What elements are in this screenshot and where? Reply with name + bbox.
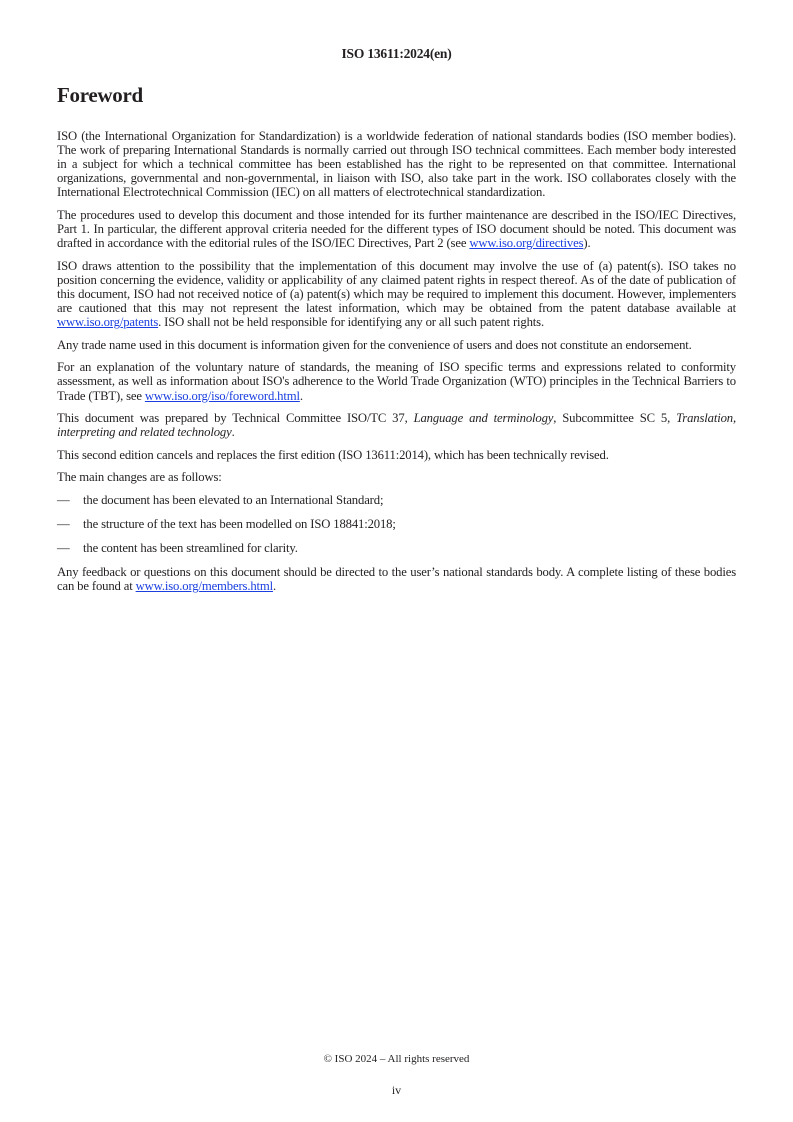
paragraph-voluntary-nature: For an explanation of the voluntary nature of standards, the meaning of ISO specific terms and expressions related to conformity assessment, as well as information about ISO's adherence to the World Trade Organization (WTO) principles in the Technical Barriers to Trade (TBT), see www.iso.org/iso/foreword.html.: [57, 360, 736, 403]
list-item: — the content has been streamlined for clarity.: [57, 541, 298, 556]
list-item: — the structure of the text has been modelled on ISO 18841:2018;: [57, 517, 396, 532]
dash-bullet: —: [57, 492, 70, 507]
changes-list: [57, 493, 736, 555]
dash-bullet: —: [57, 517, 70, 532]
paragraph-trade-name: Any trade name used in this document is information given for the convenience of users and does not constitute an endorsement.: [57, 337, 692, 352]
paragraph-edition: This second edition cancels and replaces the first edition (ISO 13611:2014), which has been technically revised.: [57, 447, 609, 462]
link-directives[interactable]: www.iso.org/directives: [469, 236, 584, 251]
page-title: Foreword: [57, 83, 143, 107]
paragraph-procedures: The procedures used to develop this document and those intended for its further maintenance are described in the ISO/IEC Directives, Part 1. In particular, the different approval criteria needed for the different types of ISO document should be noted. This document was drafted in accordance with the editorial rules of the ISO/IEC Directives, Part 2 (see www.iso.org/directives).: [57, 207, 736, 251]
page-number: iv: [391, 1083, 402, 1097]
running-header: ISO 13611:2024(en): [341, 46, 452, 61]
link-foreword[interactable]: www.iso.org/iso/foreword.html: [144, 388, 300, 403]
footer-copyright: © ISO 2024 – All rights reserved: [323, 1053, 470, 1065]
link-members[interactable]: www.iso.org/members.html: [135, 579, 274, 594]
paragraph-iso-intro: ISO (the International Organization for Standardization) is a worldwide federation of national standards bodies (ISO member bodies). The work of preparing International Standards is normally carried out through ISO technical committees. Each member body interested in a subject for which a technical committee has been established has the right to be represented on that committee. International organizations, governmental and non-governmental, in liaison with ISO, also take part in the work. ISO collaborates closely with the International Electrotechnical Commission (IEC) on all matters of electrotechnical standardization.: [57, 129, 736, 200]
dash-bullet: —: [57, 541, 70, 556]
paragraph-feedback: Any feedback or questions on this document should be directed to the user’s national standards body. A complete listing of these bodies can be found at www.iso.org/members.html.: [57, 565, 736, 594]
paragraph-changes-intro: The main changes are as follows:: [57, 470, 222, 485]
list-item: — the document has been elevated to an International Standard;: [57, 492, 384, 507]
link-patents[interactable]: www.iso.org/patents: [57, 315, 159, 330]
foreword-body: [57, 129, 736, 602]
paragraph-patents: ISO draws attention to the possibility that the implementation of this document may involve the use of (a) patent(s). ISO takes no position concerning the evidence, validity or applicability of any claimed patent rights in respect thereof. As of the date of publication of this document, ISO had not received notice of (a) patent(s) which may be required to implement this document. However, implementers are cautioned that this may not represent the latest information, which may be obtained from the patent database available at www.iso.org/patents. ISO shall not be held responsible for identifying any or all such patent rights.: [57, 258, 736, 330]
paragraph-committee: This document was prepared by Technical Committee ISO/TC 37, Language and terminology, Subcommittee SC 5, Translation, interpreting and related technology.: [57, 411, 736, 440]
